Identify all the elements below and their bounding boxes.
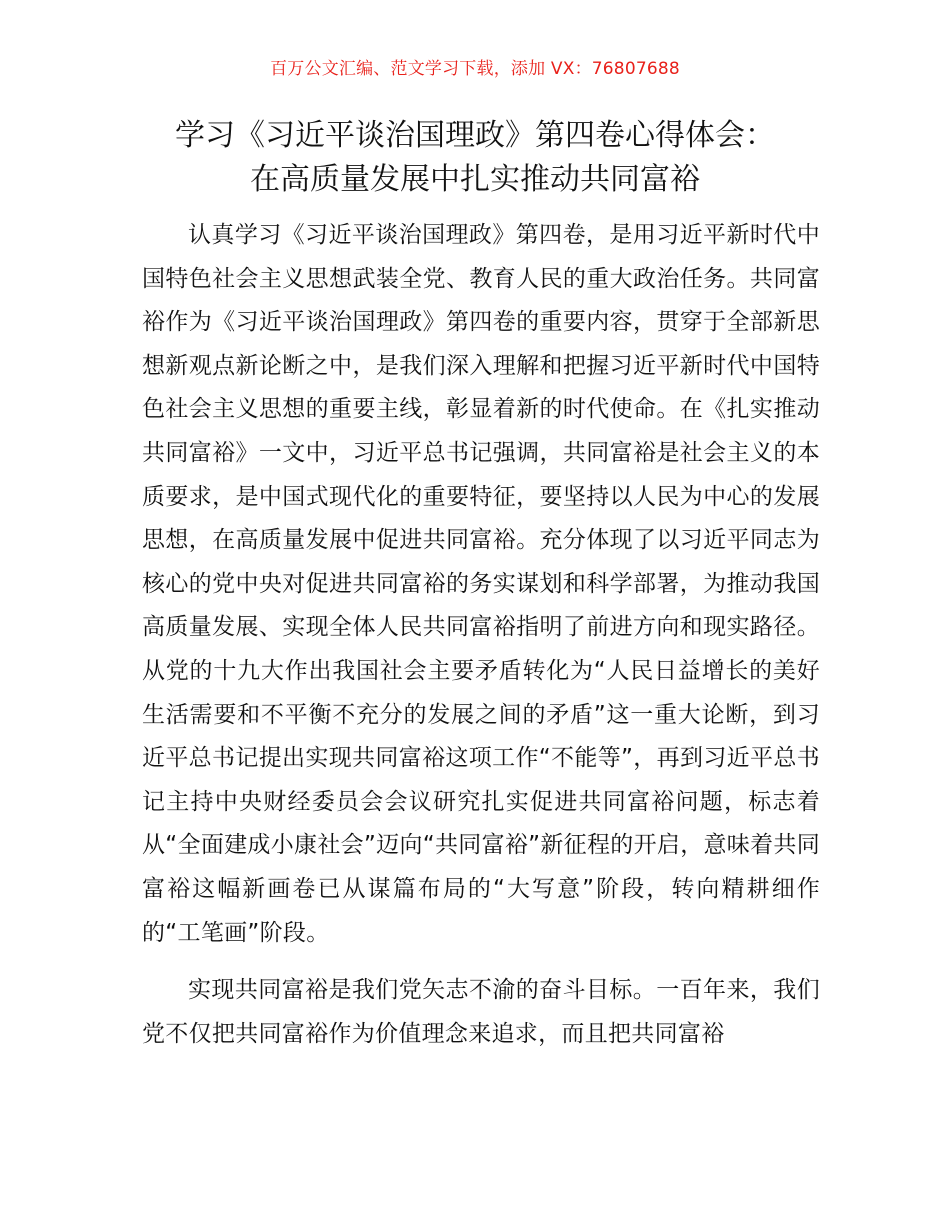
paragraph-1: 认真学习《习近平谈治国理政》第四卷，是用习近平新时代中国特色社会主义思想武装全党、教育人民的重大政治任务。共同富裕作为《习近平谈治国理政》第四卷的重要内容，贯穿于全部新思想新观点新论断之中，是我们深入理解和把握习近平新时代中国特色社会主义思想的重要主线，彰显着新的时代使命。在《扎实推动共同富裕》一文中，习近平总书记强调，共同富裕是社会主义的本质要求，是中国式现代化的重要特征，要坚持以人民为中心的发展思想，在高质量发展中促进共同富裕。充分体现了以习近平同志为核心的党中央对促进共同富裕的务实谋划和科学部署，为推动我国高质量发展、实现全体人民共同富裕指明了前进方向和现实路径。从党的十九大作出我国社会主要矛盾转化为“人民日益增长的美好生活需要和不平衡不充分的发展之间的矛盾”这一重大论断，到习近平总书记提出实现共同富裕这项工作“不能等”，再到习近平总书记主持中央财经委员会会议研究扎实促进共同富裕问题，标志着从“全面建成小康社会”迈向“共同富裕”新征程的开启，意味着共同富裕这幅新画卷已从谋篇布局的“大写意”阶段，转向精耕细作的“工笔画”阶段。 xyxy=(142,222,820,946)
title-line-1: 学习《习近平谈治国理政》第四卷心得体会： xyxy=(175,118,775,153)
header-note: 百万公文汇编、范文学习下载，添加 VX：76807688 xyxy=(270,59,680,79)
document-title xyxy=(0,114,950,202)
title-line-2: 在高质量发展中扎实推动共同富裕 xyxy=(250,162,700,197)
article-body xyxy=(142,214,820,1056)
paragraph-2: 实现共同富裕是我们党矢志不渝的奋斗目标。一百年来，我们党不仅把共同富裕作为价值理念来追求，而且把共同富裕 xyxy=(142,977,820,1047)
